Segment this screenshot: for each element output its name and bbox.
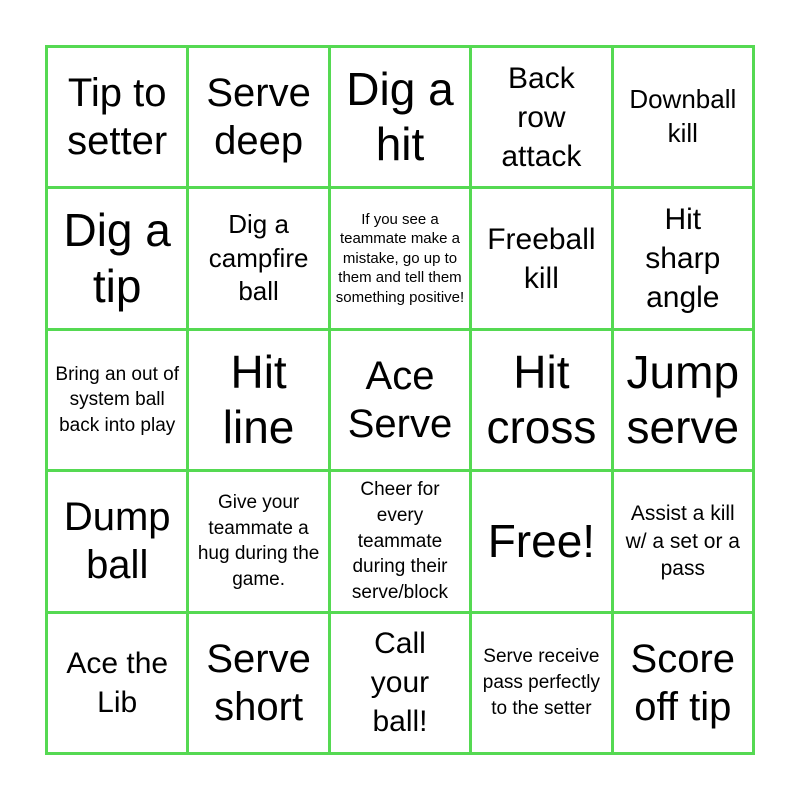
- cell-text: Serve short: [206, 636, 311, 729]
- cell-text: Ace the Lib: [66, 646, 169, 719]
- cell-text: Hit sharp angle: [645, 203, 721, 315]
- bingo-cell[interactable]: [331, 331, 469, 469]
- cell-text: If you see a teammate make a mistake, go up to them and tell them something positive!: [335, 210, 465, 306]
- bingo-cell[interactable]: [472, 614, 610, 752]
- bingo-cell[interactable]: [614, 189, 752, 327]
- bingo-cell[interactable]: [614, 48, 752, 186]
- bingo-cell[interactable]: [614, 472, 752, 610]
- bingo-cell[interactable]: [48, 331, 186, 469]
- bingo-cell[interactable]: [48, 614, 186, 752]
- cell-text: Hit line: [222, 345, 295, 453]
- bingo-cell free-space[interactable]: [472, 472, 610, 610]
- cell-text: Serve deep: [206, 71, 311, 164]
- bingo-board: [45, 45, 755, 755]
- cell-text: Dig a tip: [63, 204, 171, 312]
- bingo-cell[interactable]: [189, 48, 327, 186]
- bingo-cell[interactable]: [614, 331, 752, 469]
- cell-text: Assist a kill w/ a set or a pass: [625, 502, 740, 581]
- cell-text: Give your teammate a hug during the game.: [197, 492, 320, 591]
- cell-text: Back row attack: [501, 61, 582, 173]
- bingo-cell[interactable]: [614, 614, 752, 752]
- cell-text: Downball kill: [629, 84, 737, 149]
- cell-text: Score off tip: [630, 636, 736, 729]
- bingo-cell[interactable]: [48, 189, 186, 327]
- cell-text: Cheer for every teammate during their serve/block: [351, 479, 449, 603]
- bingo-cell[interactable]: [48, 472, 186, 610]
- cell-text: Free!: [487, 514, 596, 567]
- bingo-cell[interactable]: [331, 614, 469, 752]
- bingo-cell[interactable]: [472, 189, 610, 327]
- cell-text: Jump serve: [626, 345, 740, 453]
- bingo-cell[interactable]: [189, 614, 327, 752]
- cell-text: Dig a hit: [346, 63, 454, 171]
- bingo-cell[interactable]: [189, 331, 327, 469]
- cell-text: Dump ball: [63, 495, 171, 588]
- cell-text: Bring an out of system ball back into play: [55, 363, 179, 436]
- bingo-cell[interactable]: [48, 48, 186, 186]
- bingo-cell[interactable]: [472, 48, 610, 186]
- cell-text: Tip to setter: [67, 71, 168, 164]
- cell-text: Call your ball!: [370, 627, 430, 739]
- cell-text: Dig a campfire ball: [208, 208, 309, 307]
- bingo-cell[interactable]: [189, 472, 327, 610]
- cell-text: Serve receive pass perfectly to the setter: [482, 646, 600, 719]
- bingo-cell[interactable]: [189, 189, 327, 327]
- bingo-cell[interactable]: [472, 331, 610, 469]
- bingo-cell[interactable]: [331, 472, 469, 610]
- cell-text: Hit cross: [486, 345, 597, 453]
- cell-text: Ace Serve: [347, 353, 453, 446]
- cell-text: Freeball kill: [487, 222, 596, 295]
- bingo-cell[interactable]: [331, 48, 469, 186]
- bingo-cell[interactable]: [331, 189, 469, 327]
